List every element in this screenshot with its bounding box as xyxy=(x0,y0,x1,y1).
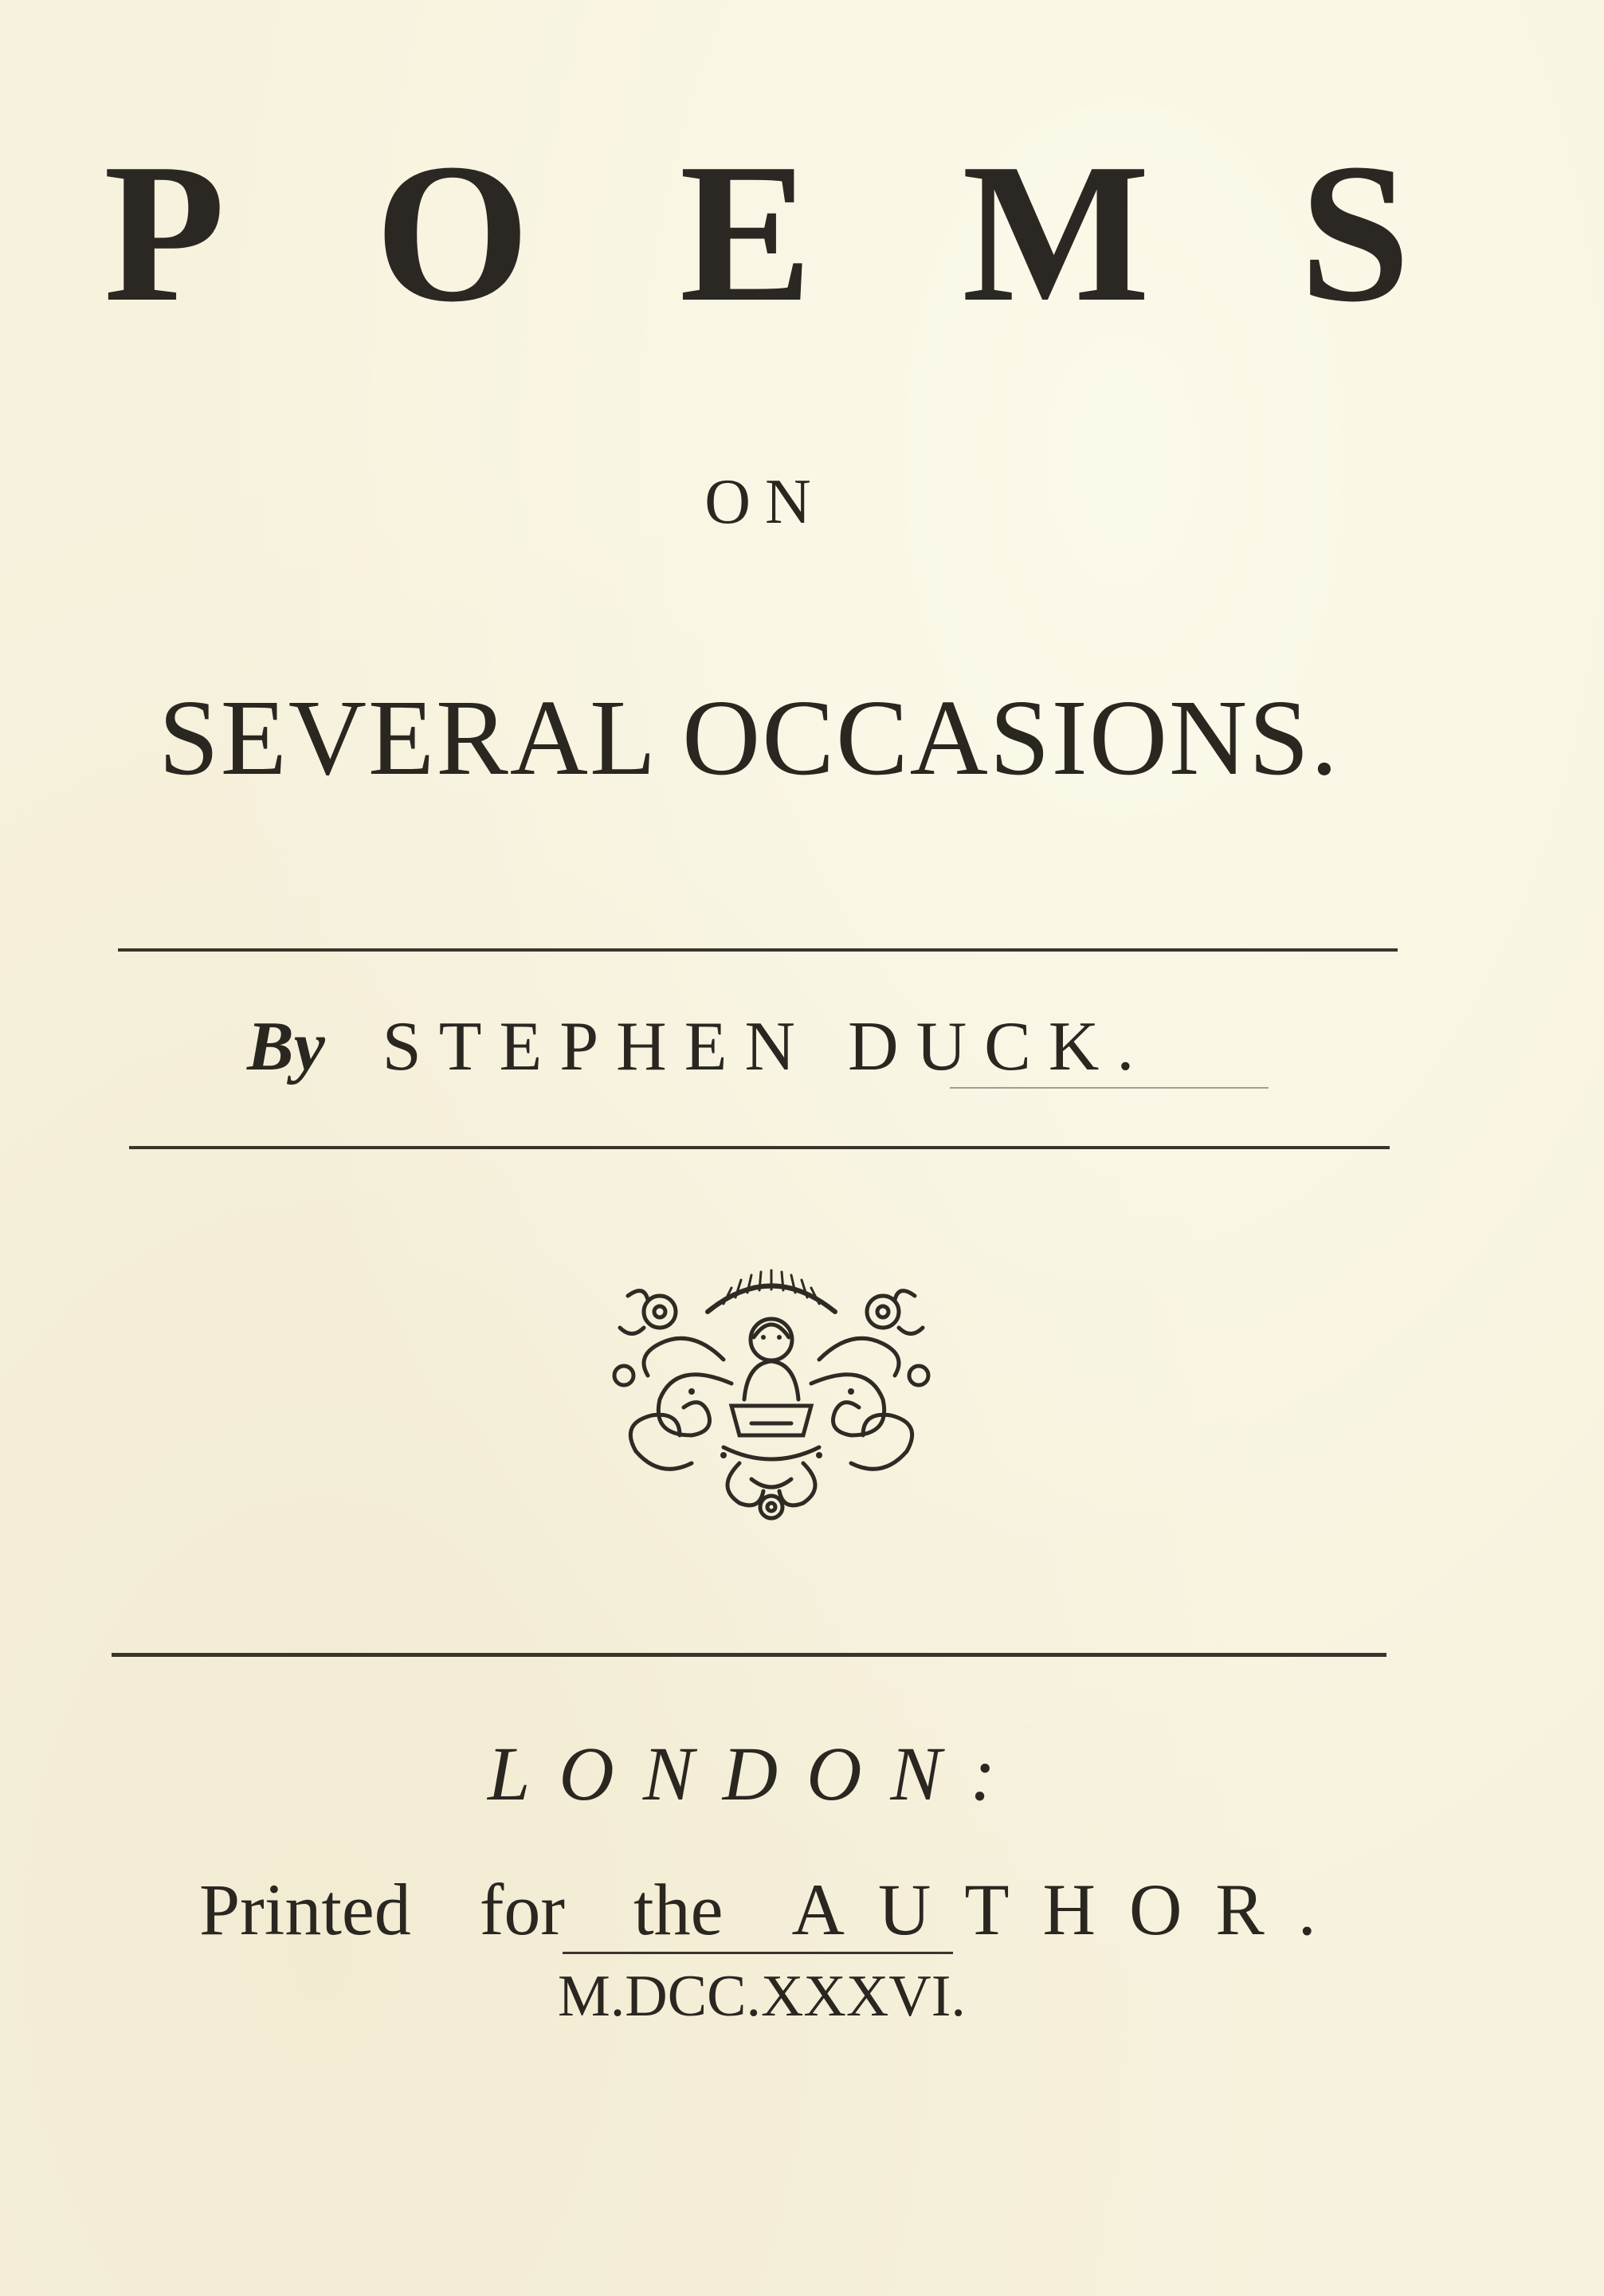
imprint-printed-line xyxy=(199,1869,1350,1950)
subtitle: SEVERAL OCCASIONS. xyxy=(159,678,1339,798)
faint-underline xyxy=(950,1087,1269,1089)
imprint-word: for xyxy=(479,1869,566,1950)
rule-divider xyxy=(129,1146,1390,1149)
on-line: ON xyxy=(704,467,826,537)
imprint-place: LONDON: xyxy=(488,1731,1025,1816)
title-letter: S xyxy=(1299,123,1410,343)
imprint-date: M.DCC.XXXVI. xyxy=(558,1964,966,2029)
imprint-word: the xyxy=(633,1869,724,1950)
rule-divider xyxy=(118,948,1398,952)
rule-divider xyxy=(112,1653,1386,1657)
author-name: STEPHEN DUCK. xyxy=(382,1008,1152,1085)
imprint-author: AUTHOR. xyxy=(791,1869,1350,1950)
printer-ornament xyxy=(604,1264,939,1527)
imprint-word: Printed xyxy=(199,1869,411,1950)
byline xyxy=(247,1008,1152,1085)
byline-by: By xyxy=(247,1008,325,1085)
date-rule xyxy=(563,1952,953,1954)
title-letter: M xyxy=(962,123,1151,343)
main-title xyxy=(104,123,1410,343)
title-letter: E xyxy=(679,123,813,343)
title-letter: O xyxy=(375,123,530,343)
title-letter: P xyxy=(104,123,226,343)
